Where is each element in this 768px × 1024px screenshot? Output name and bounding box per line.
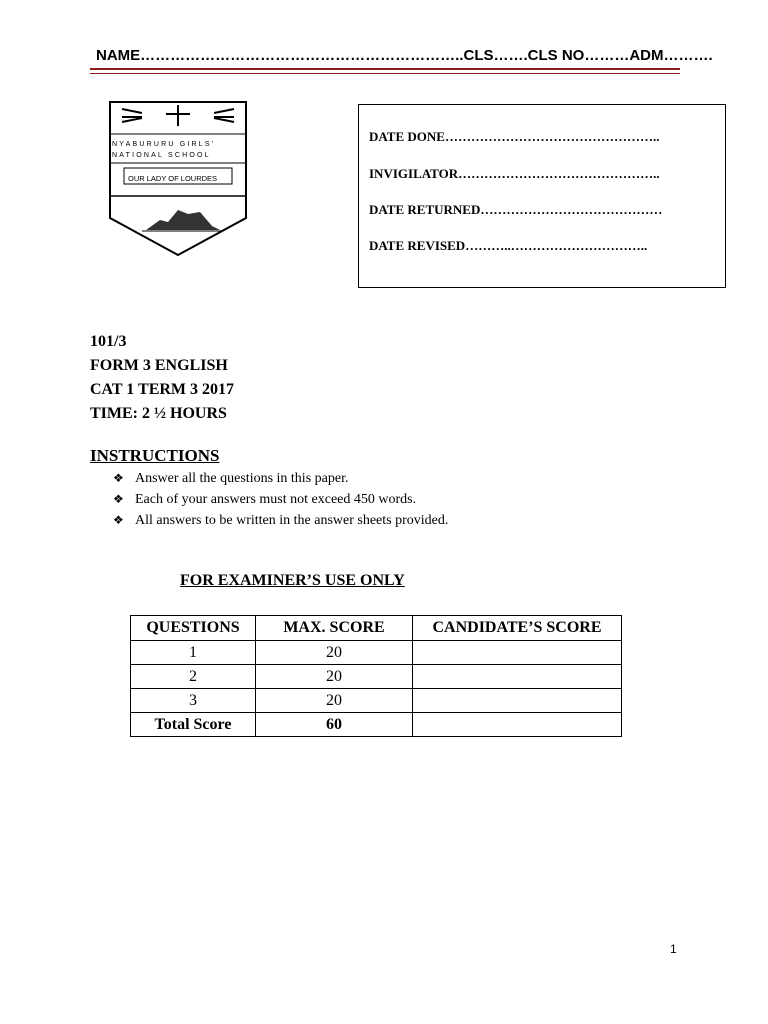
school-motto: OUR LADY OF LOURDES (128, 174, 218, 183)
max-score-cell: 20 (256, 665, 413, 689)
total-score-cell[interactable] (413, 713, 622, 737)
instruction-item: ❖ All answers to be written in the answer sheets provided. (113, 510, 448, 531)
paper-details (90, 330, 234, 426)
question-cell: 3 (131, 689, 256, 713)
table-row (131, 641, 622, 665)
instructions-heading: INSTRUCTIONS (90, 446, 220, 465)
page-number: 1 (670, 942, 677, 956)
max-score-cell: 20 (256, 689, 413, 713)
question-cell: 2 (131, 665, 256, 689)
total-row (131, 713, 622, 737)
examiner-heading: FOR EXAMINER’S USE ONLY (180, 572, 405, 589)
table-row (131, 689, 622, 713)
paper-code: 101/3 (90, 333, 127, 350)
instruction-item: ❖ Answer all the questions in this paper. (113, 468, 448, 489)
instruction-item: ❖ Each of your answers must not exceed 450 words. (113, 489, 448, 510)
header-rule (90, 68, 680, 70)
total-max-cell: 60 (256, 713, 413, 737)
paper-time: TIME: 2 ½ HOURS (90, 405, 227, 422)
diamond-bullet-icon: ❖ (113, 492, 124, 506)
school-name-line1: NYABURURU GIRLS' (112, 141, 216, 148)
max-score-cell: 20 (256, 641, 413, 665)
name-class-line: NAME………………………………………………………..CLS…….CLS NO………ADM………. (96, 47, 713, 64)
candidate-score-cell[interactable] (413, 689, 622, 713)
total-label-cell: Total Score (131, 713, 256, 737)
diamond-bullet-icon: ❖ (113, 471, 124, 485)
candidate-score-cell[interactable] (413, 641, 622, 665)
column-header: QUESTIONS (131, 616, 256, 641)
table-row (131, 665, 622, 689)
paper-subject: FORM 3 ENGLISH (90, 357, 228, 374)
school-name-line2: NATIONAL SCHOOL (112, 152, 211, 159)
exam-info-box (358, 104, 726, 288)
header-rule-thin (90, 73, 680, 74)
column-header: CANDIDATE’S SCORE (413, 616, 622, 641)
candidate-score-cell[interactable] (413, 665, 622, 689)
paper-cat: CAT 1 TERM 3 2017 (90, 381, 235, 398)
date-returned-field: DATE RETURNED…………………………………… (369, 202, 663, 217)
invigilator-field: INVIGILATOR……………………………………….. (369, 166, 660, 181)
score-table (130, 615, 622, 737)
instructions-list (113, 468, 448, 531)
date-done-field: DATE DONE………………………………………….. (369, 129, 660, 144)
column-header: MAX. SCORE (256, 616, 413, 641)
date-revised-field: DATE REVISED………..………………………….. (369, 238, 648, 253)
table-header-row (131, 616, 622, 641)
question-cell: 1 (131, 641, 256, 665)
diamond-bullet-icon: ❖ (113, 513, 124, 527)
